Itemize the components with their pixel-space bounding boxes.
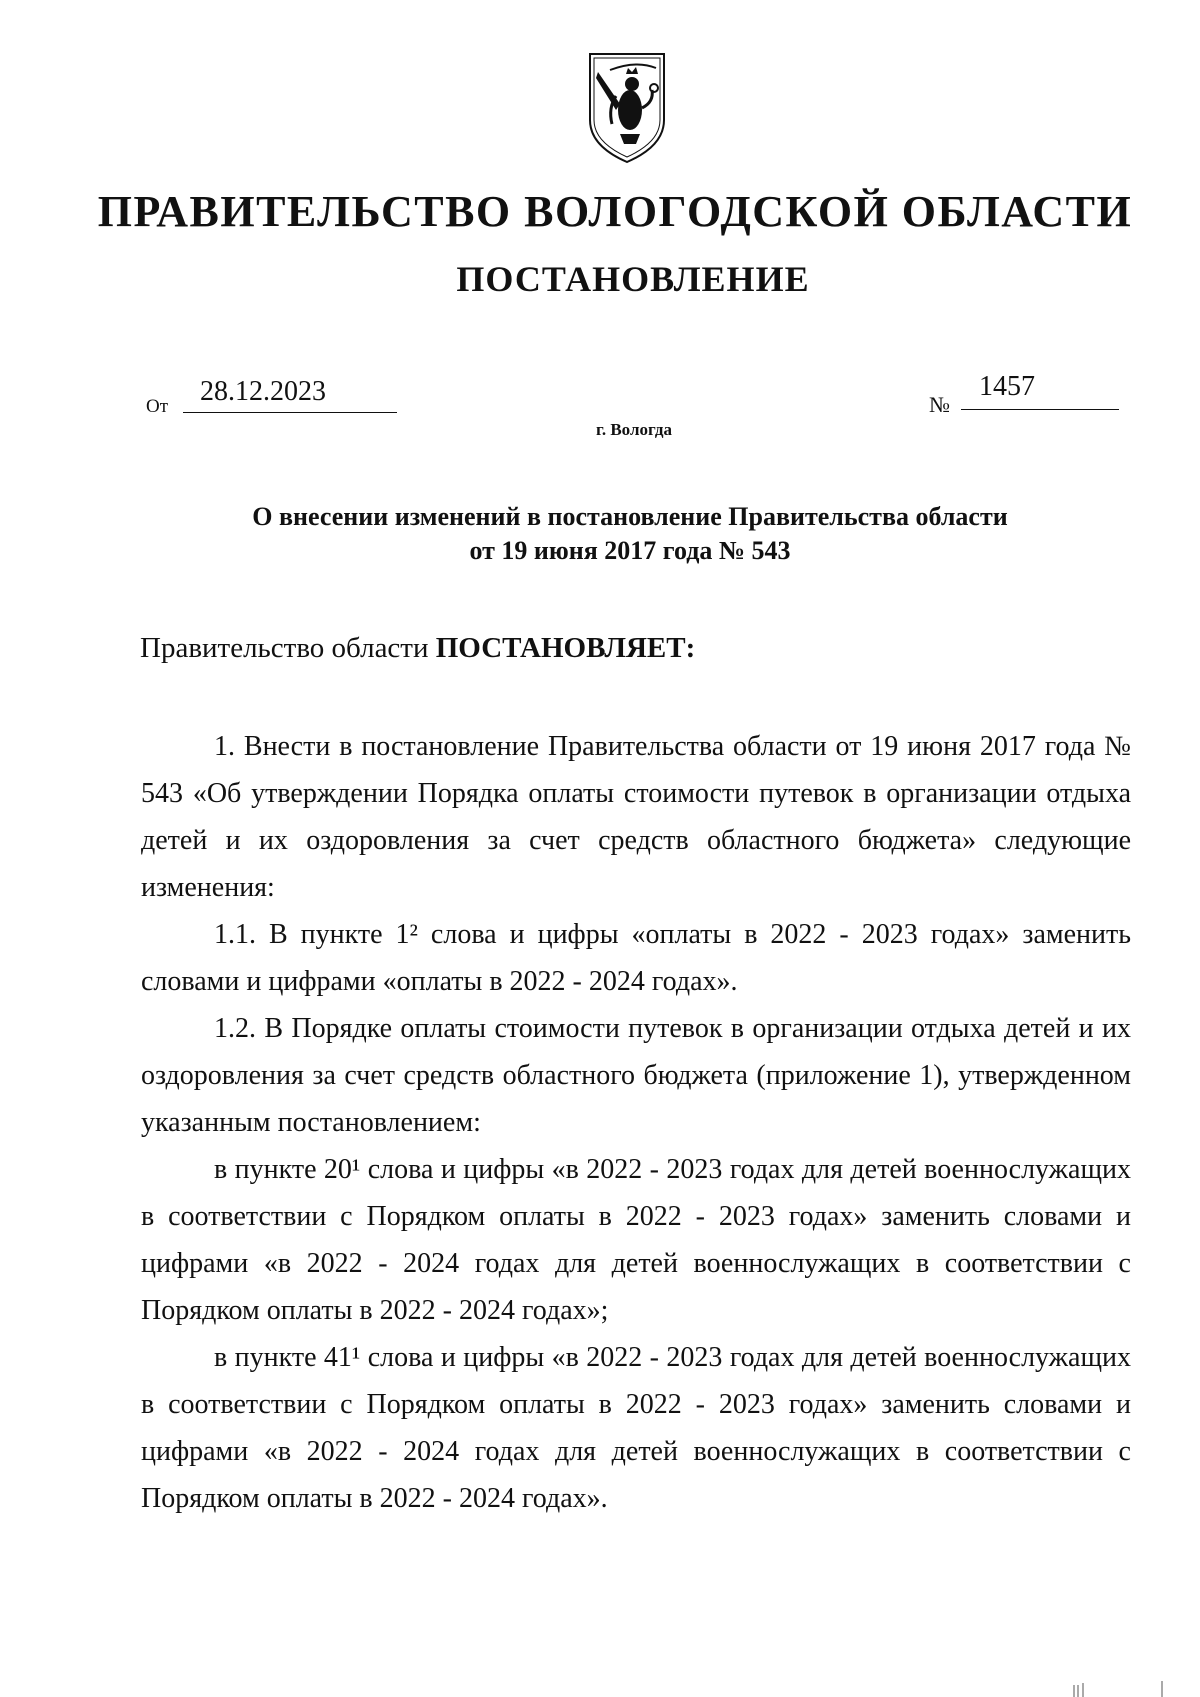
vologda-coat-of-arms-icon	[586, 50, 668, 166]
clause-1: 1. Внести в постановление Правительства области от 19 июня 2017 года № 543 «Об утверждении Порядка оплаты стоимости путевок в организации отдыха детей и их оздоровления за счет средств областного бюджета» следующие изменения:	[141, 731, 1131, 903]
number-field	[961, 371, 1119, 410]
city-label: г. Вологда	[596, 420, 672, 439]
scan-artifact-marks	[1072, 1681, 1172, 1697]
document-body	[141, 723, 1131, 1522]
clause-point-41: в пункте 41¹ слова и цифры «в 2022 - 2023 годах для детей военнослужащих в соответствии с Порядком оплаты в 2022 - 2023 годах» заменить словами и цифрами «в 2022 - 2024 годах для детей военнослужащих в соответствии с Порядком оплаты в 2022 - 2024 годах».	[141, 1342, 1131, 1514]
preamble-text: Правительство области	[140, 632, 436, 664]
date-field	[183, 376, 397, 413]
government-title: ПРАВИТЕЛЬСТВО ВОЛОГОДСКОЙ ОБЛАСТИ	[97, 187, 1133, 236]
document-type: ПОСТАНОВЛЕНИЕ	[456, 259, 810, 299]
clause-point-20: в пункте 20¹ слова и цифры «в 2022 - 2023 годах для детей военнослужащих в соответствии с Порядком оплаты в 2022 - 2023 годах» заменить словами и цифрами «в 2022 - 2024 годах для детей военнослужащих в соответствии с Порядком оплаты в 2022 - 2024 годах»;	[141, 1154, 1131, 1326]
clause-1-2: 1.2. В Порядке оплаты стоимости путевок в организации отдыха детей и их оздоровления за счет средств областного бюджета (приложение 1), утвержденном указанным постановлением:	[141, 1013, 1131, 1138]
preamble	[140, 632, 695, 665]
clause-1-1: 1.1. В пункте 1² слова и цифры «оплаты в 2022 - 2023 годах» заменить словами и цифрами «оплаты в 2022 - 2024 годах».	[141, 919, 1131, 997]
document-number: 1457	[979, 371, 1035, 402]
document-subject	[0, 500, 1200, 568]
subject-line-1: О внесении изменений в постановление Правительства области	[252, 502, 1008, 531]
document-date: 28.12.2023	[200, 376, 326, 407]
subject-line-2: от 19 июня 2017 года № 543	[469, 536, 791, 565]
number-sign-label: №	[929, 392, 950, 417]
date-prefix-label: От	[146, 396, 169, 417]
preamble-decree-word: ПОСТАНОВЛЯЕТ:	[435, 632, 696, 664]
